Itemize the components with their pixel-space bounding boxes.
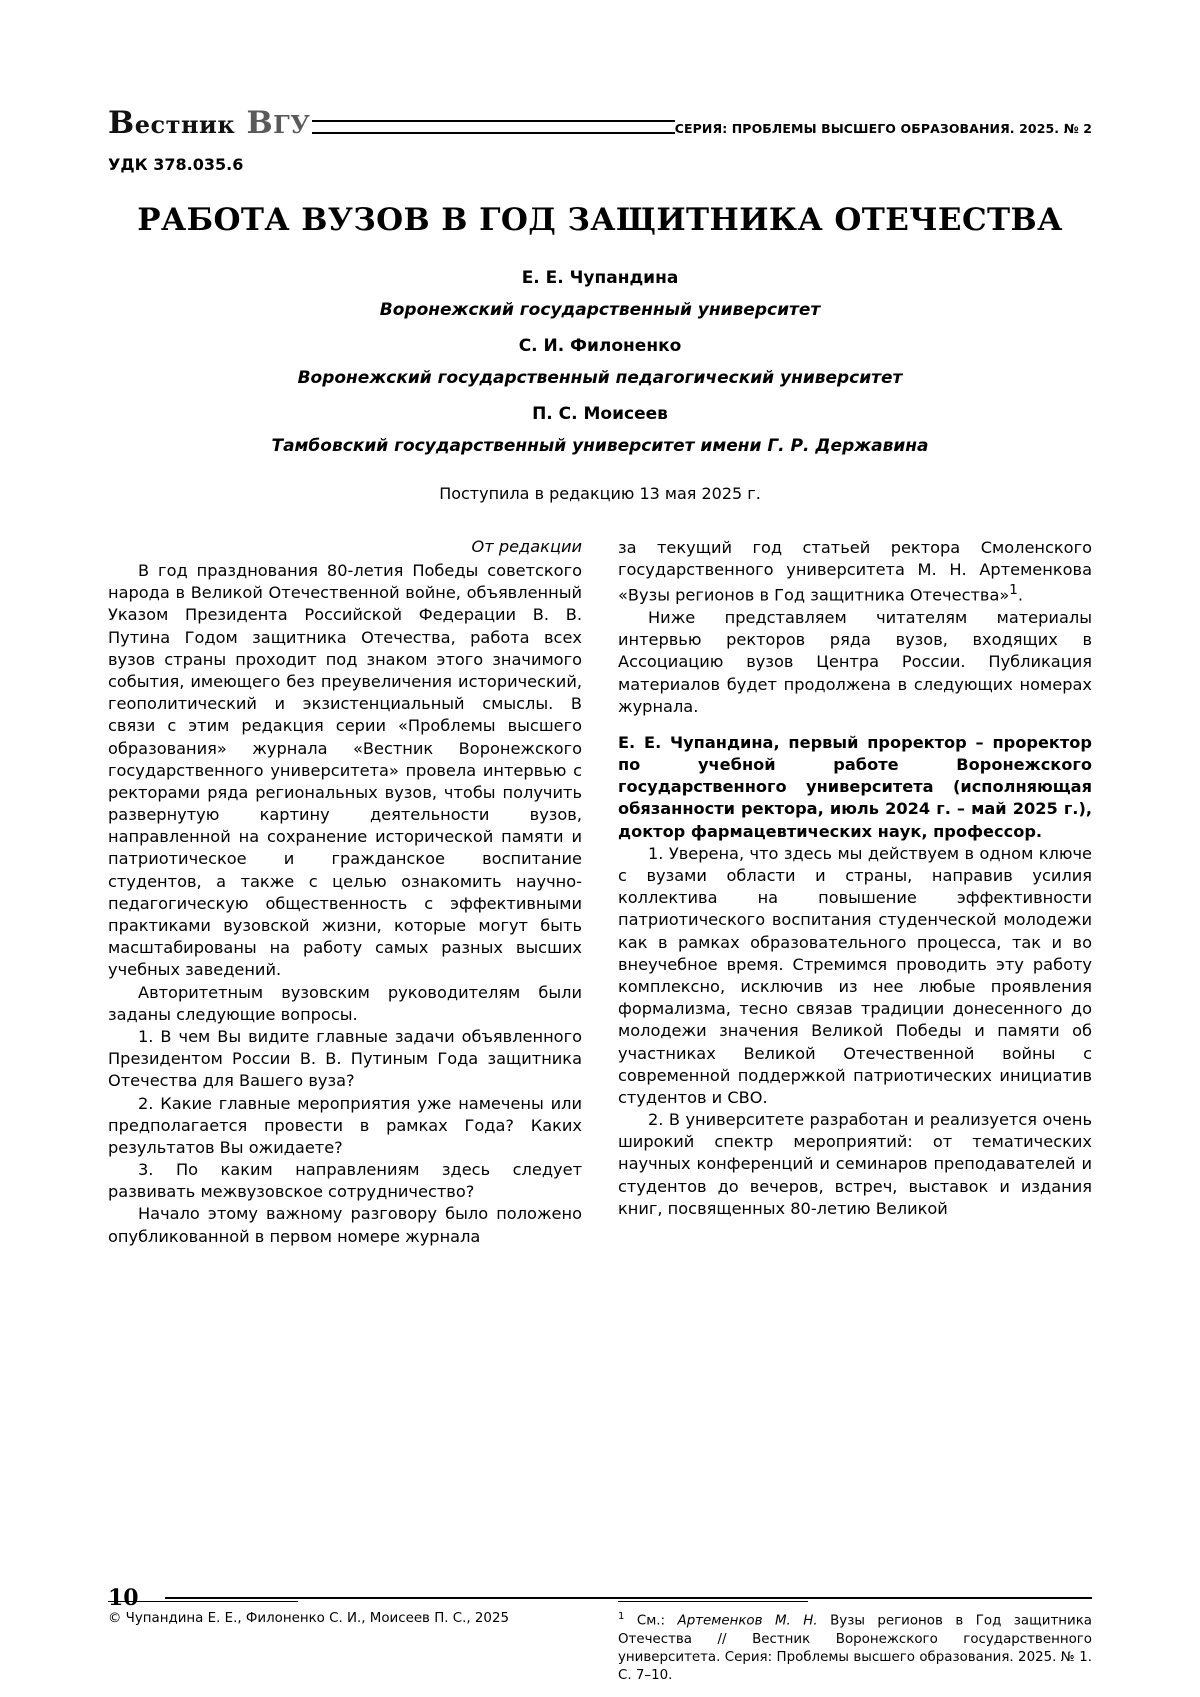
paragraph: 1. В чем Вы видите главные задачи объявленного Президентом России В. В. Путиным Года защитника Отечества для Вашего вуза? (108, 1026, 582, 1091)
paragraph: 1. Уверена, что здесь мы действуем в одном ключе с вузами области и страны, направив усилия коллектива на повышение эффективности патриотического воспитания студенческой молодежи как в рамках образовательного процесса, так и во внеучебное время. Стремимся проводить эту работу комплексно, исключив из нее любые проявления формализма, тесно связав традиции донесенного до молодежи значения Великой Победы и памяти об участниках Великой Отечественной войны с современной поддержкой патриотических инициатив студентов и СВО. (618, 843, 1092, 1107)
footnote-rest: Вузы регионов в Год защитника Отечества // Вестник Воронежского государственного университета. Серия: Проблемы высшего образования. 2025. № 1. С. 7–10. (618, 1613, 1092, 1683)
body-columns (108, 537, 1092, 1685)
left-column (108, 537, 582, 1685)
author-name-3: П. С. Моисеев (532, 404, 668, 424)
logo-vestnik-cap: В (108, 105, 135, 141)
editor-note-label: От редакции (471, 537, 582, 556)
footnote-marker: 1 (618, 1611, 625, 1622)
logo-vgu-cap: В (246, 105, 274, 141)
paragraph: Авторитетным вузовским руководителям были заданы следующие вопросы. (108, 982, 582, 1024)
footnote-prefix: См.: (624, 1613, 678, 1629)
page-number: 10 (108, 1585, 139, 1611)
logo-vestnik-rest: естник (134, 110, 236, 139)
right-column (618, 537, 1092, 1685)
interviewee-intro: Е. Е. Чупандина, первый проректор – проректор по учебной работе Воронежского государственного университета (исполняющая обязанности ректора, июль 2024 г. – май 2025 г.), доктор фармацевтических наук, профессор. (618, 732, 1092, 841)
copyright-note: © Чупандина Е. Е., Филоненко С. И., Моисеев П. С., 2025 (108, 1611, 509, 1626)
page-footer (108, 1585, 1092, 1611)
footnote-reference: 1 (1009, 582, 1018, 599)
author-name-1: Е. Е. Чупандина (521, 268, 679, 288)
paragraph: В год празднования 80-летия Победы советского народа в Великой Отечественной войне, объявленный Указом Президента Российской Федерации В. В. Путина Годом защитника Отечества, работа всех вузов страны проходит под знаком этого значимого события, имеющего без преувеличения исторический, геополитический и экзистенциальный смыслы. В связи с этим редакция серии «Проблемы высшего образования» журнала «Вестник Воронежского государственного университета» провела интервью с ректорами ряда региональных вузов, чтобы получить развернутую картину деятельности вузов, направленной на сохранение исторической памяти и патриотическое и гражданское воспитание студентов, а также с целью ознакомить научно-педагогическую общественность с эффективными практиками вузовской жизни, которые могут быть масштабированы на работу самых разных высших учебных заведений. (108, 561, 582, 980)
series-line: СЕРИЯ: ПРОБЛЕМЫ ВЫСШЕГО ОБРАЗОВАНИЯ. 2025. № 2 (674, 121, 1092, 136)
received-date: Поступила в редакцию 13 мая 2025 г. (439, 484, 761, 503)
author-affiliation-3: Тамбовский государственный университет имени Г. Р. Державина (271, 436, 929, 456)
runhead-rule (312, 120, 675, 134)
article-title: РАБОТА ВУЗОВ В ГОД ЗАЩИТНИКА ОТЕЧЕСТВА (137, 202, 1063, 238)
paragraph-text: за текущий год статьей ректора Смоленского государственного университета М. Н. Артеменкова «Вузы регионов в Год защитника Отечества» (618, 538, 1092, 605)
author-name-2: С. И. Филоненко (518, 336, 682, 356)
logo-vgu-rest: ГУ (273, 110, 311, 139)
running-head (108, 95, 1092, 141)
paragraph: 3. По каким направлениям здесь следует развивать межвузовское сотрудничество? (108, 1160, 582, 1202)
journal-logo (108, 105, 310, 141)
paragraph: Начало этому важному разговору было положено опубликованной в первом номере журнала (108, 1204, 582, 1246)
udc-code: УДК 378.035.6 (108, 155, 244, 174)
paragraph: за текущий год статьей ректора Смоленского государственного университета М. Н. Артеменкова «Вузы регионов в Год защитника Отечества»$^1$. (618, 538, 1092, 605)
footnote-author: Артеменков М. Н. (677, 1613, 818, 1629)
author-affiliation-2: Воронежский государственный педагогический университет (297, 368, 903, 388)
footer-rule (165, 1597, 1092, 1599)
author-affiliation-1: Воронежский государственный университет (379, 300, 821, 320)
footnote (618, 1610, 1092, 1685)
paragraph: Ниже представляем читателям материалы интервью ректоров ряда вузов, входящих в Ассоциацию вузов Центра России. Публикация материалов будет продолжена в следующих номерах журнала. (618, 607, 1092, 716)
paragraph: 2. Какие главные мероприятия уже намечены или предполагается провести в рамках Года? Каких результатов Вы ожидаете? (108, 1093, 582, 1157)
paragraph: 2. В университете разработан и реализуется очень широкий спектр мероприятий: от тематических научных конференций и семинаров преподавателей и студентов до вечеров, встреч, выставок и издания книг, посвященных 80-летию Великой (618, 1110, 1092, 1218)
